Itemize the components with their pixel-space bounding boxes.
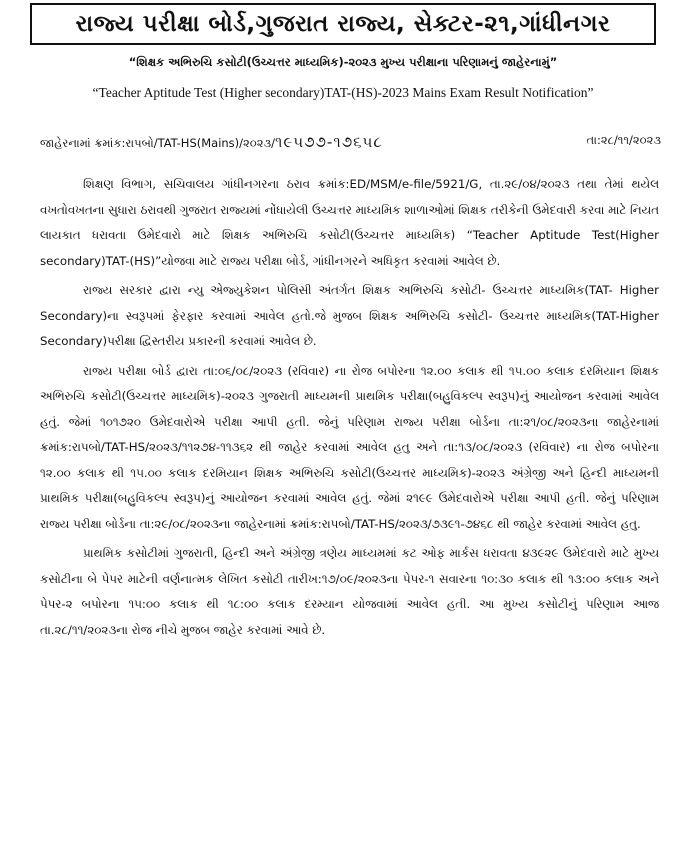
notice-body	[40, 172, 659, 647]
subtitle-english: “Teacher Aptitude Test (Higher secondary)TAT-(HS)-2023 Mains Exam Result Notification”	[92, 85, 594, 100]
paragraph: રાજ્ય પરીક્ષા બોર્ડ દ્વારા તા:૦૬/૦૮/૨૦૨૩ (રવિવાર) ના રોજ બપોરના ૧૨.૦૦ કલાક થી ૧૫.૦૦ કલાક દરમિયાન શિક્ષક અભિરુચિ કસોટી(ઉચ્ચત્તર માધ્યમિક)-૨૦૨૩ ગુજરાતી માધ્યમની પ્રાથમિક પરીક્ષા(બહુવિકલ્પ સ્વરૂપ)નું આયોજન કરવામાં આવેલ હતું. જેમાં ૧૦૧૭૨૦ ઉમેદવારોએ પરીક્ષા આપી હતી. જેનું પરિણામ રાજ્ય પરીક્ષા બોર્ડના તા:૨૧/૦૮/૨૦૨૩ના જાહેરનામાં ક્રમાંક:રાપબો/TAT-HS/૨૦૨૩/૧૧૨૭૪-૧૧૩૬૨ થી જાહેર કરવામાં આવેલ હતુ અને તા:૧૩/૦૮/૨૦૨૩ (રવિવાર) ના રોજ બપોરના ૧૨.૦૦ કલાક થી ૧૫.૦૦ કલાક દરમિયાન શિક્ષક અભિરુચિ કસોટી(ઉચ્ચત્તર માધ્યમિક)-૨૦૨૩ અંગ્રેજી અને હિન્દી માધ્યમની પ્રાથમિક પરીક્ષા(બહુવિકલ્પ સ્વરૂપ)નું આયોજન કરવામાં આવેલ હતું. જેમાં ૨૧૯૯ ઉમેદવારોએ પરીક્ષા આપી હતી. જેનું પરિણામ રાજ્ય પરીક્ષા બોર્ડના તા:૨૯/૦૮/૨૦૨૩ના જાહેરનામાં ક્રમાંક:રાપબો/TAT-HS/૨૦૨૩/૭૩૯૧-૭૪૬૮ થી જાહેર કરવામાં આવેલ હતુ.	[40, 363, 659, 531]
notice-number-prefix: જાહેરનામાં ક્રમાંક:રાપબો/TAT-HS(Mains)/૨૦૨૩/	[40, 136, 275, 150]
paragraph: રાજ્ય સરકાર દ્વારા ન્યુ એજ્યુકેશન પોલિસી અંતર્ગત શિક્ષક અભિરુચિ કસોટી- ઉચ્ચત્તર માધ્યમિક(TAT- Higher Secondary)ના સ્વરૂપમાં ફેરફાર કરવામાં આવેલ હતો.જે મુજબ શિક્ષક અભિરુચિ કસોટી- ઉચ્ચત્તર માધ્યમિક(TAT-Higher Secondary)પરીક્ષા દ્વિસ્તરીય પ્રકારની કરવામાં આવેલ છે.	[40, 283, 659, 348]
notice-line	[40, 133, 661, 151]
paragraph: શિક્ષણ વિભાગ, સચિવાલય ગાંધીનગરના ઠરાવ ક્રમાંક:ED/MSM/e-file/5921/G, તા.૨૯/૦૪/૨૦૨૩ તથા તેમાં થયેલ વખતોવખતના સુધારા ઠરાવથી ગુજરાત રાજ્યમાં નોંધાયેલી ઉચ્ચત્તર માધ્યમિક શાળાઓમાં શિક્ષક તરીકેની ઉમેદવારી કરવા માટે નિયત લાયકાત ધરાવતા ઉમેદવારો માટે શિક્ષક અભિરુચિ કસોટી(ઉચ્ચત્તર માધ્યમિક) “Teacher Aptitude Test(Higher secondary)TAT-(HS)”યોજવા માટે રાજ્ય પરીક્ષા બોર્ડ, ગાંધીનગરને અધિકૃત કરવામાં આવેલ છે.	[40, 177, 659, 268]
subtitle-gujarati: “શિક્ષક અભિરુચિ કસોટી(ઉચ્ચત્તર માધ્યમિક)-૨૦૨૩ મુખ્ય પરીક્ષાના પરિણામનું જાહેરનામું”	[128, 55, 558, 69]
page-title: રાજ્ય પરીક્ષા બોર્ડ,ગુજરાત રાજ્ય, સેક્ટર-૨૧,ગાંધીનગર	[30, 3, 656, 45]
paragraph: પ્રાથમિક કસોટીમાં ગુજરાતી, હિન્દી અને અંગ્રેજી ત્રણેય માધ્યમમાં કટ ઓફ માર્કસ ધરાવતા ૪૩૯૨૯ ઉમેદવારો માટે મુખ્ય કસોટીના બે પેપર માટેની વર્ણનાત્મક લેખિત કસોટી તારીખ:૧૭/૦૯/૨૦૨૩ના પેપર-૧ સવારના ૧૦:૩૦ કલાક થી ૧૩:૦૦ કલાક અને પેપર-૨ બપોરના ૧૫:૦૦ કલાક થી ૧૮:૦૦ કલાક દરમ્યાન યોજવામાં આવેલ હતી. આ મુખ્ય કસોટીનું પરિણામ આજ તા.૨૮/૧૧/૨૦૨૩ના રોજ નીચે મુજબ જાહેર કરવામાં આવે છે.	[40, 546, 659, 637]
notice-date: તા:૨૮/૧૧/૨૦૨૩	[586, 133, 661, 147]
notice-number-handwritten: ૧૯૫૭૭-૧૭૬૫૮	[275, 133, 383, 151]
notice-number	[40, 133, 383, 151]
